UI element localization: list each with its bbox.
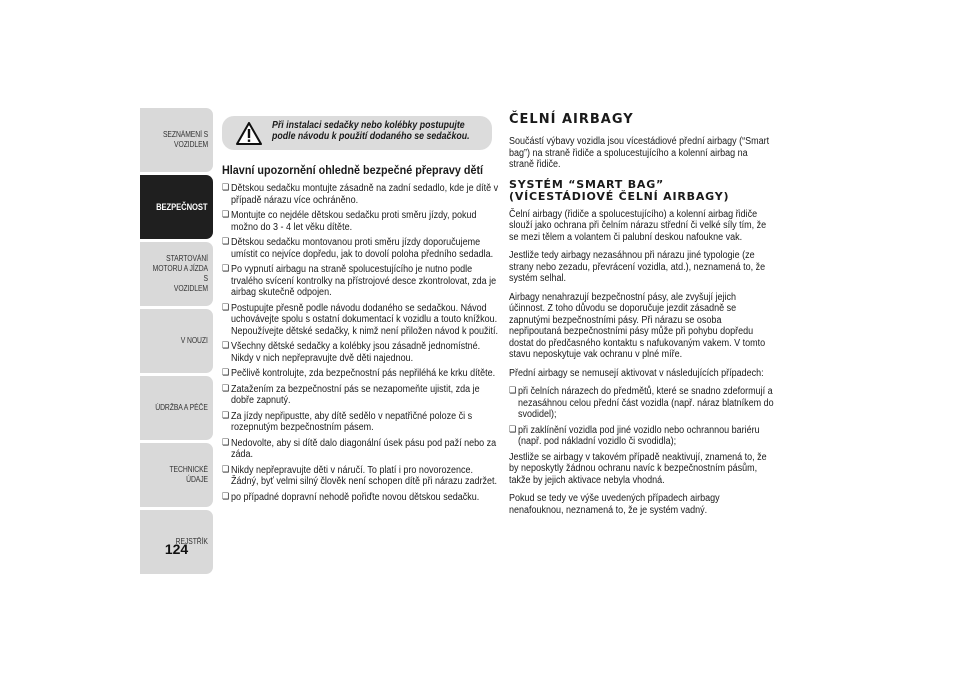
intro-paragraph: Součástí výbavy vozidla jsou vícestádiové přední airbagy (“Smart bag”) na straně řidiče a spolucestujícího a kolenní airbag na straně řidiče. [509,136,770,170]
tab-v-nouzi[interactable] [140,309,213,373]
warning-text: Při instalaci sedačky nebo kolébky postupujte podle návodu k použití dodaného se sedačkou. [272,120,470,142]
tab-udrzba[interactable] [140,376,213,440]
paragraph: Jestliže tedy airbagy nezasáhnou při nárazu jiné typologie (ze strany nebo zezadu, převrácení vozidla, atd.), neznamená to, že systém selhal. [509,250,766,284]
paragraph: Přední airbagy se nemusejí aktivovat v následujících případech: [509,367,764,379]
list-item: ❏ Za jízdy nepřipustte, aby dítě sedělo v nepatřičné poloze či s rozepnutým bezpečnostním pásem. [222,411,501,434]
tab-technicke-udaje[interactable] [140,443,213,507]
list-item: ❏ při čelních nárazech do předmětů, které se snadno zdeformují a nezasáhnou celou přední část vozidla (např. náraz blatníkem do svodidel); [509,386,783,421]
list-item: ❏ Dětskou sedačku montujte zásadně na zadní sedadlo, kde je dítě v případě nárazu více ochráněno. [222,183,501,206]
list-item: ❏ Všechny dětské sedačky a kolébky jsou zásadně jednomístné. Nikdy v nich nepřepravujte dvě děti najednou. [222,341,501,364]
tab-label: REJSTŘÍK [175,537,208,546]
list-item: ❏ Postupujte přesně podle návodu dodaného se sedačkou. Návod uchovávejte spolu s ostatní dokumentací k vozidlu a touto knížkou. Nepoužívejte dětské sedačky, k nimž není přiložen návod k použití. [222,303,501,338]
tab-label: SEZNÁMENÍ S VOZIDLEM [162,130,208,149]
tab-label: STARTOVÁNÍ MOTORU A JÍZDA S VOZIDLEM [152,254,208,293]
list-item: ❏ Dětskou sedačku montovanou proti směru jízdy doporučujeme umístit co nejvíce dopředu, jak to dovolí poloha předního sedadla. [222,237,501,260]
front-airbags-section [509,112,774,523]
tab-label: TECHNICKÉ ÚDAJE [169,465,208,484]
child-safety-section [222,163,497,507]
page-number: 124 [164,541,189,557]
list-item: ❏ Nedovolte, aby si dítě dalo diagonální úsek pásu pod paží nebo za záda. [222,438,501,461]
subsection-heading: SYSTÉM “SMART BAG” (VÍCESTÁDIOVÉ ČELNÍ AIRBAGY) [509,177,730,203]
list-item: ❏ Montujte co nejdéle dětskou sedačku proti směru jízdy, pokud možno do 3 - 4 let věku dítěte. [222,210,501,233]
tab-seznameni[interactable] [140,108,213,172]
list-item: ❏ Zatažením za bezpečnostní pás se nezapomeňte ujistit, zda je dobře zapnutý. [222,384,501,407]
paragraph: Jestliže se airbagy v takovém případě neaktivují, znamená to, že by neposkytly žádnou ochranu navíc k bezpečnostním pásům, takže by jejich aktivace nebyla vhodná. [509,451,767,486]
paragraph: Pokud se tedy ve výše uvedených případech airbagy nenafouknou, neznamená to, že je systém vadný. [509,493,720,516]
tab-bezpecnost[interactable] [140,175,213,239]
list-item: ❏ při zaklínění vozidla pod jiné vozidlo nebo ochrannou bariéru (např. pod nákladní vozidlo či svodidla); [509,425,783,448]
warning-triangle-icon [236,122,262,145]
tab-label: ÚDRŽBA A PÉČE [155,403,208,412]
bullet-list [509,386,774,448]
list-item: ❏ Po vypnutí airbagu na straně spolucestujícího je nutno podle trvalého svícení kontrolky na přístrojové desce zkontrolovat, zda je airbag skutečně odpojen. [222,264,501,299]
paragraph: Čelní airbagy (řidiče a spolucestujícího) a kolenní airbag řidiče slouží jako ochrana při čelním nárazu střední či velké síly tím, že se mezi tělem a volantem či palubní deskou nafoukne vak. [509,208,767,243]
tab-label: V NOUZI [181,336,208,345]
paragraph: Airbagy nenahrazují bezpečnostní pásy, ale zvyšují jejich účinnost. Z toho důvodu se doporučuje jezdit zásadně se zapnutými bezpečnostními pásy. Při nárazu se osoba nepřipoutaná bezpečnostními pásy může při pohybu dopředu dostat do předčasného kontaktu s nafukovaným vakem. V tomto stavu neposkytuje vak ochranu v plné míře. [509,291,766,360]
section-heading: Hlavní upozornění ohledně bezpečné přepravy dětí [222,163,484,177]
list-item: ❏ Pečlivě kontrolujte, zda bezpečnostní pás nepřiléhá ke krku dítěte. [222,368,501,380]
tab-label: BEZPEČNOST [156,202,208,212]
list-item: ❏ Nikdy nepřepravujte děti v náručí. To platí i pro novorozence. Žádný, byť velmi silný člověk není schopen dítě při nárazu zadržet. [222,465,501,488]
warning-box [222,116,492,150]
page-title: ČELNÍ AIRBAGY [509,112,634,127]
bullet-list [222,183,497,503]
list-item: ❏ po případné dopravní nehodě pořiďte novou dětskou sedačku. [222,492,501,504]
tab-startovani[interactable] [140,242,213,306]
section-tabs [140,108,213,577]
